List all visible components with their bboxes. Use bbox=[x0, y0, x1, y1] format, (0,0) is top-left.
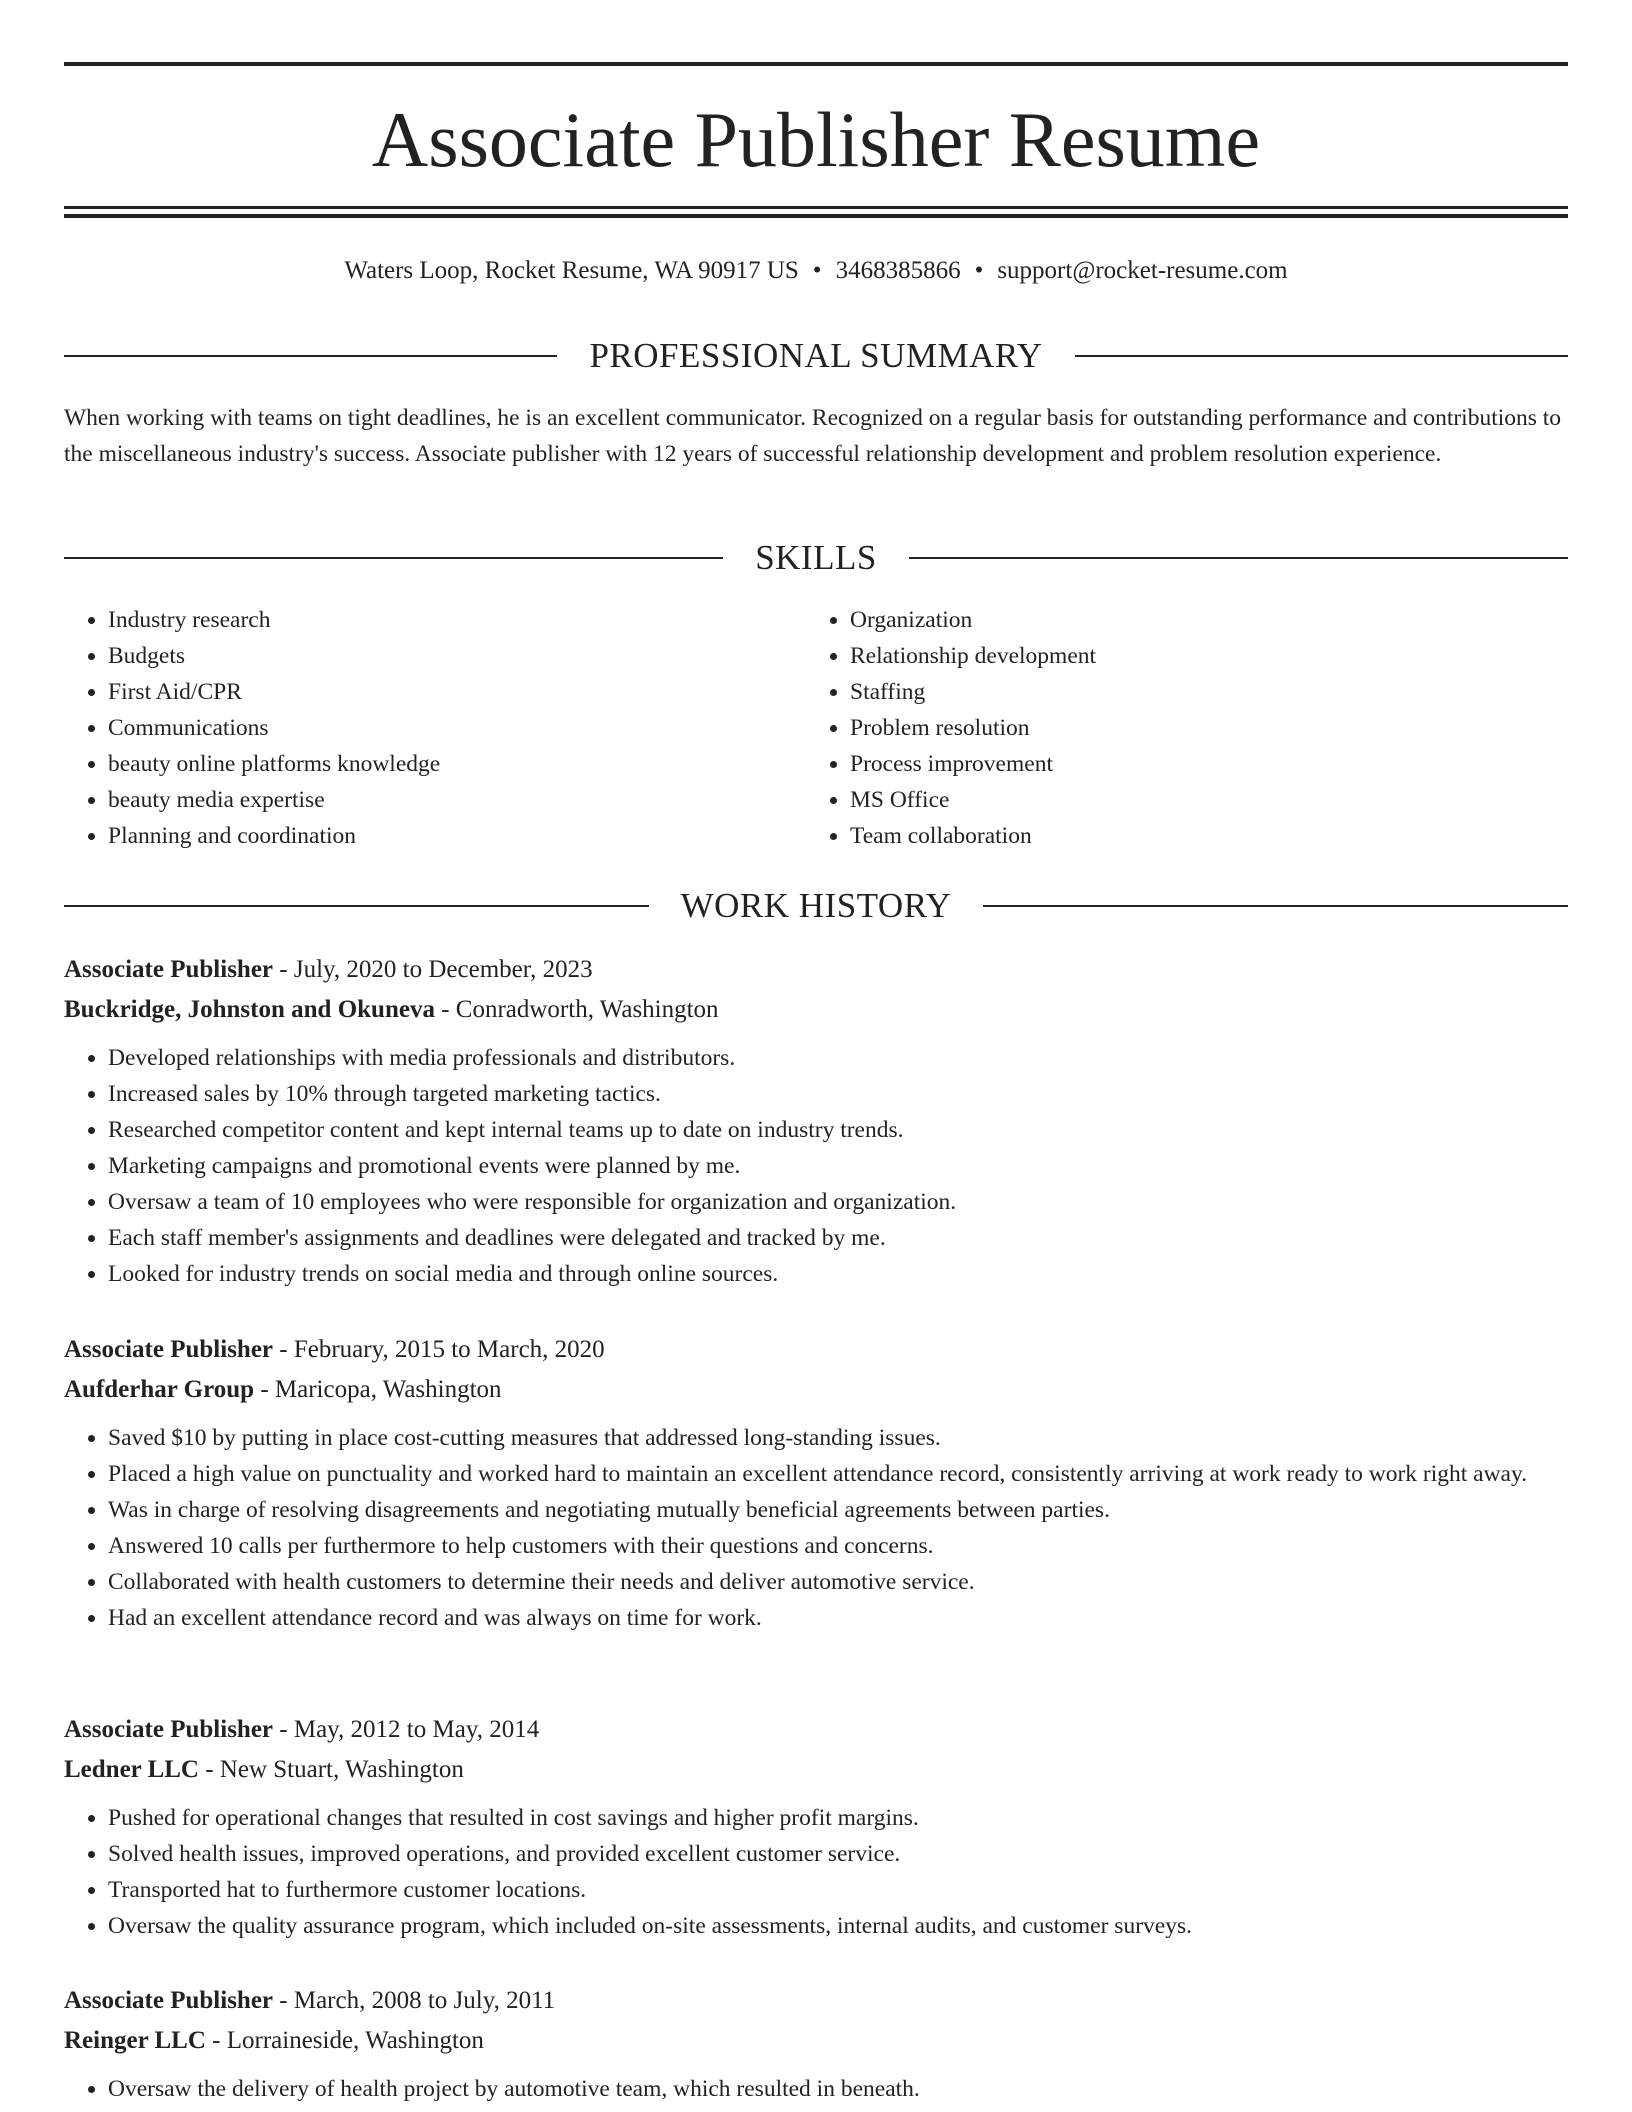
skill-item: • Communications bbox=[108, 710, 808, 746]
skill-item: • Organization bbox=[850, 602, 1550, 638]
section-heading-summary bbox=[64, 334, 1568, 378]
job-dates: - March, 2008 to July, 2011 bbox=[273, 1987, 556, 2014]
job-bullets bbox=[64, 1040, 1568, 1292]
top-rule bbox=[64, 62, 1568, 66]
skill-item: • MS Office bbox=[850, 782, 1550, 818]
job-dates: - February, 2015 to March, 2020 bbox=[273, 1336, 605, 1363]
job-bullet: • Looked for industry trends on social media and through online sources. bbox=[108, 1256, 1568, 1292]
skills-list-left bbox=[64, 602, 808, 854]
job-bullets bbox=[64, 1800, 1568, 1944]
section-rule-right bbox=[909, 557, 1568, 559]
skill-item: • First Aid/CPR bbox=[108, 674, 808, 710]
job-bullet: • Answered 10 calls per furthermore to help customers with their questions and concerns. bbox=[108, 1528, 1568, 1564]
job-company: Aufderhar Group bbox=[64, 1376, 255, 1403]
summary-text: When working with teams on tight deadlines, he is an excellent communicator. Recognized on a regular basis for outstanding performance and contributions to the miscellaneous industry's success. Associate publisher with 12 years of successful relationship development and problem resolution experience. bbox=[64, 405, 1562, 467]
section-heading-work bbox=[64, 884, 1568, 928]
skill-item: • Relationship development bbox=[850, 638, 1550, 674]
job-location: - Lorraineside, Washington bbox=[205, 2027, 484, 2054]
job-title-line bbox=[64, 1330, 1568, 1370]
skill-item: • beauty online platforms knowledge bbox=[108, 746, 808, 782]
job-bullet: • Solved health issues, improved operations, and provided excellent customer service. bbox=[108, 1836, 1568, 1872]
job-bullet: • Was in charge of resolving disagreements and negotiating mutually beneficial agreements between parties. bbox=[108, 1492, 1568, 1528]
resume-title: Associate Publisher Resume bbox=[371, 96, 1261, 183]
job-title: Associate Publisher bbox=[64, 1336, 274, 1363]
job-company-line bbox=[64, 1370, 1568, 1410]
job-title-line bbox=[64, 1710, 1568, 1750]
job-company-line bbox=[64, 2021, 1568, 2061]
job-bullet: • Oversaw the quality assurance program, which included on-site assessments, internal audits, and customer surveys. bbox=[108, 1908, 1568, 1944]
skill-item: • Process improvement bbox=[850, 746, 1550, 782]
job-bullet: • Transported hat to furthermore customer locations. bbox=[108, 1872, 1568, 1908]
job-entry bbox=[64, 1981, 1568, 2107]
job-dates: - July, 2020 to December, 2023 bbox=[273, 956, 593, 983]
job-bullet: • Collaborated with health customers to determine their needs and deliver automotive service. bbox=[108, 1564, 1568, 1600]
job-bullet: • Had an excellent attendance record and was always on time for work. bbox=[108, 1600, 1568, 1636]
job-bullet: • Placed a high value on punctuality and worked hard to maintain an excellent attendance record, consistently arriving at work ready to work right away. bbox=[108, 1456, 1568, 1492]
skill-item: • Budgets bbox=[108, 638, 808, 674]
job-location: - Maricopa, Washington bbox=[254, 1376, 502, 1403]
section-rule-left bbox=[64, 557, 723, 559]
job-entry bbox=[64, 950, 1568, 1292]
job-bullet: • Oversaw a team of 10 employees who were responsible for organization and organization. bbox=[108, 1184, 1568, 1220]
title-double-rule bbox=[64, 206, 1568, 218]
job-company: Buckridge, Johnston and Okuneva bbox=[64, 996, 435, 1023]
job-company-line bbox=[64, 1750, 1568, 1790]
skill-item: • Staffing bbox=[850, 674, 1550, 710]
contact-separator: • bbox=[974, 257, 984, 284]
skill-item: • Problem resolution bbox=[850, 710, 1550, 746]
job-bullet: • Pushed for operational changes that resulted in cost savings and higher profit margins. bbox=[108, 1800, 1568, 1836]
job-company: Reinger LLC bbox=[64, 2027, 206, 2054]
job-entry bbox=[64, 1710, 1568, 1944]
section-title: SKILLS bbox=[755, 538, 877, 577]
job-company-line bbox=[64, 990, 1568, 1030]
job-bullet: • Increased sales by 10% through targeted marketing tactics. bbox=[108, 1076, 1568, 1112]
section-rule-right bbox=[983, 905, 1568, 907]
job-location: - Conradworth, Washington bbox=[434, 996, 719, 1023]
skill-item: • Industry research bbox=[108, 602, 808, 638]
section-title: PROFESSIONAL SUMMARY bbox=[589, 336, 1043, 375]
job-bullet: • Marketing campaigns and promotional events were planned by me. bbox=[108, 1148, 1568, 1184]
job-location: - New Stuart, Washington bbox=[198, 1756, 464, 1783]
section-rule-right bbox=[1075, 355, 1568, 357]
job-bullets bbox=[64, 1420, 1568, 1636]
contact-phone[interactable]: 3468385866 bbox=[835, 257, 961, 284]
skill-item: • Team collaboration bbox=[850, 818, 1550, 854]
contact-separator: • bbox=[812, 257, 822, 284]
contact-email[interactable]: support@rocket-resume.com bbox=[997, 257, 1288, 284]
job-bullets bbox=[64, 2071, 1568, 2107]
section-heading-skills bbox=[64, 536, 1568, 580]
skill-item: • Planning and coordination bbox=[108, 818, 808, 854]
section-title: WORK HISTORY bbox=[680, 886, 952, 925]
job-dates: - May, 2012 to May, 2014 bbox=[273, 1716, 540, 1743]
job-title: Associate Publisher bbox=[64, 1716, 274, 1743]
job-title-line bbox=[64, 1981, 1568, 2021]
job-bullet: • Researched competitor content and kept internal teams up to date on industry trends. bbox=[108, 1112, 1568, 1148]
job-entry bbox=[64, 1330, 1568, 1636]
section-rule-left bbox=[64, 355, 557, 357]
section-rule-left bbox=[64, 905, 649, 907]
job-bullet: • Oversaw the delivery of health project by automotive team, which resulted in beneath. bbox=[108, 2071, 1568, 2107]
job-title: Associate Publisher bbox=[64, 956, 274, 983]
job-title: Associate Publisher bbox=[64, 1987, 274, 2014]
skill-item: • beauty media expertise bbox=[108, 782, 808, 818]
job-bullet: • Each staff member's assignments and deadlines were delegated and tracked by me. bbox=[108, 1220, 1568, 1256]
job-company: Ledner LLC bbox=[64, 1756, 199, 1783]
contact-line bbox=[64, 253, 1568, 289]
job-title-line bbox=[64, 950, 1568, 990]
contact-address: Waters Loop, Rocket Resume, WA 90917 US bbox=[344, 257, 799, 284]
job-bullet: • Saved $10 by putting in place cost-cutting measures that addressed long-standing issues. bbox=[108, 1420, 1568, 1456]
skills-list-right bbox=[806, 602, 1550, 854]
job-bullet: • Developed relationships with media professionals and distributors. bbox=[108, 1040, 1568, 1076]
